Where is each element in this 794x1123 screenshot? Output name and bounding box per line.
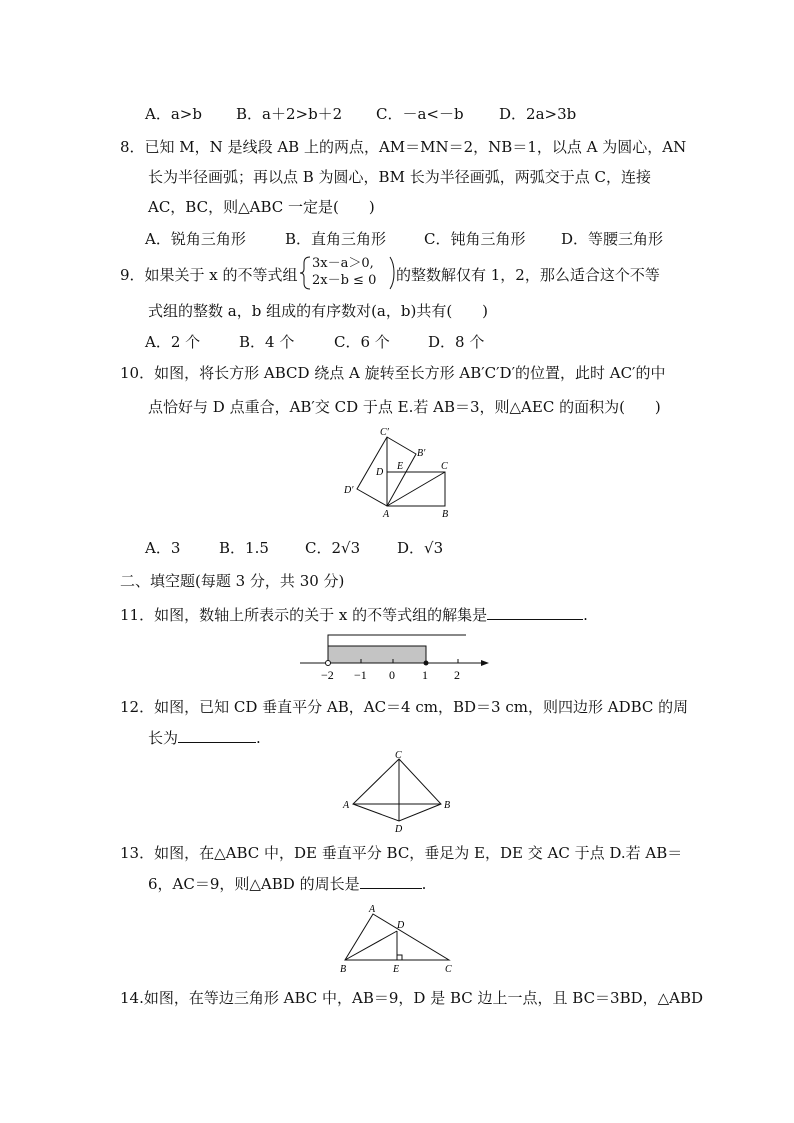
right-angle-mark-icon	[397, 955, 402, 960]
label-c: C	[445, 964, 452, 975]
q12-line-1: 12．如图，已知 CD 垂直平分 AB，AC＝4 cm，BD＝3 cm，则四边形 ADBC 的周	[120, 698, 689, 716]
q11-answer-blank	[487, 605, 583, 620]
q12-end: .	[256, 729, 261, 747]
q13-triangle-figure	[336, 902, 462, 976]
q9-option-d: D．8 个	[428, 333, 485, 351]
q9-option-a: A．2 个	[145, 333, 201, 351]
q10-line-1: 10．如图，将长方形 ABCD 绕点 A 旋转至长方形 AB′C′D′的位置，此时 AC′的中	[120, 364, 666, 382]
open-dot-minus-2	[326, 661, 331, 666]
q8-line-3: AC，BC，则△ABC 一定是( )	[148, 198, 375, 216]
label-c: C	[395, 750, 402, 761]
section-title: 二、填空题(每题 3 分，共 30 分)	[120, 572, 345, 590]
q9-suffix: 的整数解仅有 1，2，那么适合这个不等	[396, 266, 660, 284]
q11-number-line	[296, 630, 496, 682]
q10-option-b: B．1.5	[219, 539, 269, 557]
label-c: C	[441, 461, 448, 472]
label-b-prime: B′	[417, 448, 426, 459]
q12-kite-figure	[340, 748, 460, 834]
closed-dot-1	[424, 661, 429, 666]
q10-line-2: 点恰好与 D 点重合，AB′交 CD 于点 E.若 AB＝3，则△AEC 的面积为( )	[148, 398, 661, 416]
right-bracket-icon	[388, 255, 396, 291]
q11-text	[120, 604, 588, 625]
label-e: E	[393, 964, 400, 975]
q12-line-2-wrap	[148, 727, 261, 748]
q7-option-d: D．2a>3b	[499, 105, 577, 123]
label-d: D	[397, 920, 405, 931]
left-brace-icon	[299, 255, 313, 291]
q8-option-d: D．等腰三角形	[561, 230, 664, 248]
tick-label-minus-2: −2	[321, 668, 334, 682]
q8-line-1: 8．已知 M，N 是线段 AB 上的两点，AM＝MN＝2，NB＝1，以点 A 为圆心，AN	[120, 138, 687, 156]
tick-label-0: 0	[389, 668, 395, 682]
label-c-prime: C′	[380, 427, 389, 438]
q12-answer-blank	[178, 728, 256, 743]
q9-system-row-2: 2x－b ≤ 0	[312, 273, 377, 288]
q9-line-2: 式组的整数 a，b 组成的有序数对(a，b)共有( )	[148, 302, 489, 320]
diagonal-ac	[387, 472, 445, 506]
solution-region	[328, 646, 426, 663]
q8-option-c: C．钝角三角形	[424, 230, 526, 248]
q7-option-a: A．a>b	[145, 105, 202, 123]
q11-question: 11．如图，数轴上所表示的关于 x 的不等式组的解集是	[120, 606, 488, 624]
q9-option-b: B．4 个	[239, 333, 295, 351]
axis-arrow-icon	[481, 660, 489, 666]
q12-line-2: 长为	[148, 729, 179, 747]
tick-label-minus-1: −1	[354, 668, 367, 682]
label-d: D	[395, 824, 403, 834]
q14-line-1: 14.如图，在等边三角形 ABC 中，AB＝9，D 是 BC 边上一点，且 BC＝3BD，△ABD	[120, 989, 704, 1007]
q13-line-2: 6，AC＝9，则△ABD 的周长是	[148, 875, 360, 893]
q11-end: .	[583, 606, 588, 624]
label-a: A	[383, 509, 390, 520]
q10-option-d: D．√3	[397, 539, 444, 557]
tick-label-1: 1	[422, 668, 428, 682]
label-a: A	[369, 904, 376, 915]
label-b: B	[340, 964, 347, 975]
q13-end: .	[421, 875, 427, 893]
q13-answer-blank	[360, 874, 422, 889]
segment-bd	[345, 931, 397, 960]
q8-line-2: 长为半径画弧；再以点 B 为圆心，BM 长为半径画弧，两弧交于点 C，连接	[148, 168, 651, 186]
q8-option-a: A．锐角三角形	[145, 230, 246, 248]
q9-option-c: C．6 个	[334, 333, 390, 351]
q7-option-c: C．－a<－b	[376, 105, 464, 123]
q13-line-2-wrap	[148, 873, 426, 894]
label-b: B	[442, 509, 449, 520]
q7-option-b: B．a＋2>b＋2	[236, 105, 343, 123]
label-d-prime: D′	[344, 485, 354, 496]
q9-system-row-1: 3x－a＞0,	[312, 256, 374, 271]
label-a: A	[343, 800, 350, 811]
q13-line-1: 13．如图，在△ABC 中，DE 垂直平分 BC，垂足为 E，DE 交 AC 于点 D.若 AB＝	[120, 844, 683, 862]
q10-option-c: C．2√3	[305, 539, 361, 557]
q9-prefix: 9．如果关于 x 的不等式组	[120, 266, 298, 284]
q10-rotation-figure	[330, 420, 470, 520]
label-e: E	[397, 461, 404, 472]
quadrilateral-adbc	[353, 759, 441, 821]
label-b: B	[444, 800, 451, 811]
q8-option-b: B．直角三角形	[285, 230, 387, 248]
q10-option-a: A．3	[145, 539, 181, 557]
tick-label-2: 2	[454, 668, 460, 682]
label-d: D	[376, 467, 384, 478]
